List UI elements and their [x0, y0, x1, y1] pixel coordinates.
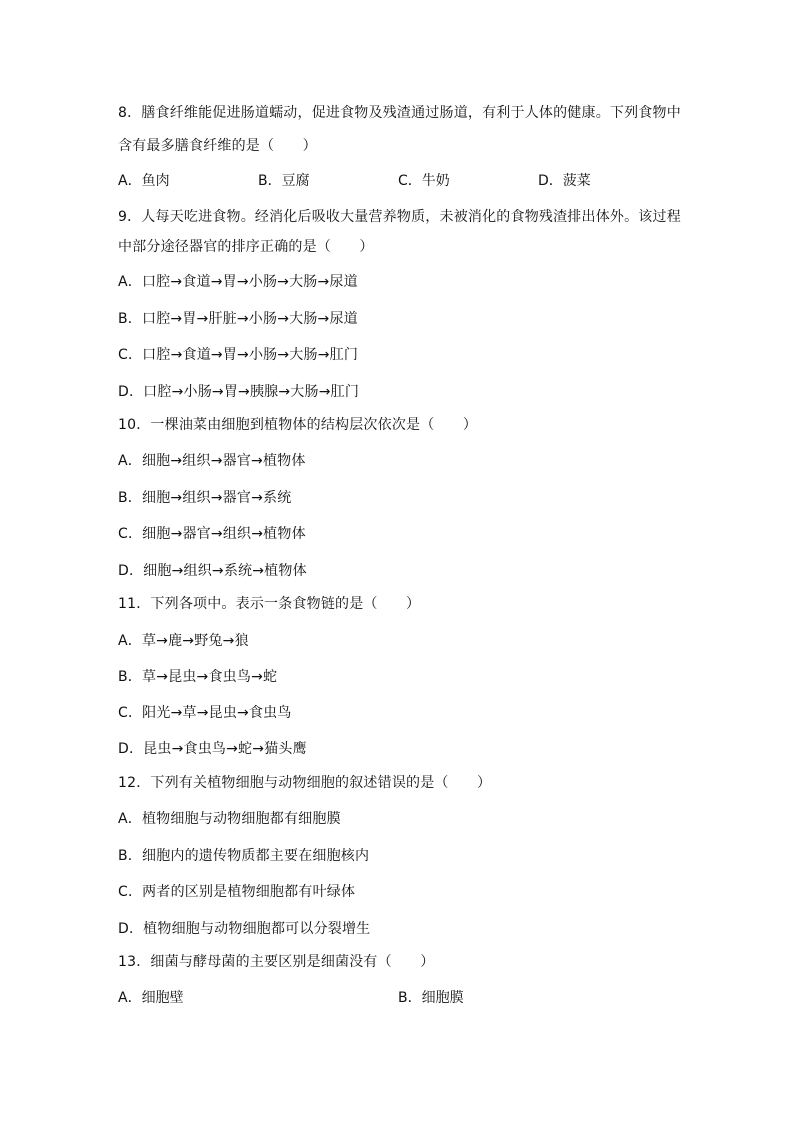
question-12-option-b: B．细胞内的遗传物质都主要在细胞核内	[118, 848, 370, 864]
question-12-option-a: A．植物细胞与动物细胞都有细胞膜	[118, 811, 341, 827]
question-13-stem: 13．细菌与酵母菌的主要区别是细菌没有（ ）	[118, 954, 435, 970]
question-10-option-d: D．细胞→组织→系统→植物体	[118, 563, 307, 579]
question-13-option-a: A．细胞壁	[118, 990, 184, 1006]
question-10-stem: 10．一棵油菜由细胞到植物体的结构层次依次是（ ）	[118, 417, 478, 433]
question-8-option-d: D．菠菜	[538, 173, 591, 189]
question-11-option-a: A．草→鹿→野兔→狼	[118, 633, 249, 649]
question-11-option-d: D．昆虫→食虫鸟→蛇→猫头鹰	[118, 741, 307, 757]
question-9-stem-line-2: 中部分途径器官的排序正确的是（ ）	[118, 239, 374, 255]
question-10-option-b: B．细胞→组织→器官→系统	[118, 490, 292, 506]
question-8-option-a: A．鱼肉	[118, 173, 170, 189]
question-11-option-b: B．草→昆虫→食虫鸟→蛇	[118, 669, 278, 685]
question-10-option-c: C．细胞→器官→组织→植物体	[118, 526, 306, 542]
question-13-option-b: B．细胞膜	[398, 990, 464, 1006]
question-11-option-c: C．阳光→草→昆虫→食虫鸟	[118, 705, 292, 721]
question-9-stem-line-1: 9．人每天吃进食物。经消化后吸收大量营养物质，未被消化的食物残渣排出体外。该过程	[118, 209, 681, 225]
question-8-stem-line-1: 8．膳食纤维能促进肠道蠕动，促进食物及残渣通过肠道，有利于人体的健康。下列食物中	[118, 105, 681, 121]
question-8-option-c: C．牛奶	[398, 173, 450, 189]
question-12-option-c: C．两者的区别是植物细胞都有叶绿体	[118, 884, 356, 900]
question-9-option-c: C．口腔→食道→胃→小肠→大肠→肛门	[118, 347, 359, 363]
question-9-option-b: B．口腔→胃→肝脏→小肠→大肠→尿道	[118, 311, 358, 327]
question-8-stem-line-2: 含有最多膳食纤维的是（ ）	[118, 138, 317, 154]
question-11-stem: 11．下列各项中。表示一条食物链的是（ ）	[118, 596, 421, 612]
question-9-option-d: D．口腔→小肠→胃→胰腺→大肠→肛门	[118, 384, 360, 400]
question-9-option-a: A．口腔→食道→胃→小肠→大肠→尿道	[118, 274, 358, 290]
question-10-option-a: A．细胞→组织→器官→植物体	[118, 453, 306, 469]
question-12-stem: 12．下列有关植物细胞与动物细胞的叙述错误的是（ ）	[118, 775, 492, 791]
question-8-option-b: B．豆腐	[258, 173, 310, 189]
question-12-option-d: D．植物细胞与动物细胞都可以分裂增生	[118, 921, 371, 937]
